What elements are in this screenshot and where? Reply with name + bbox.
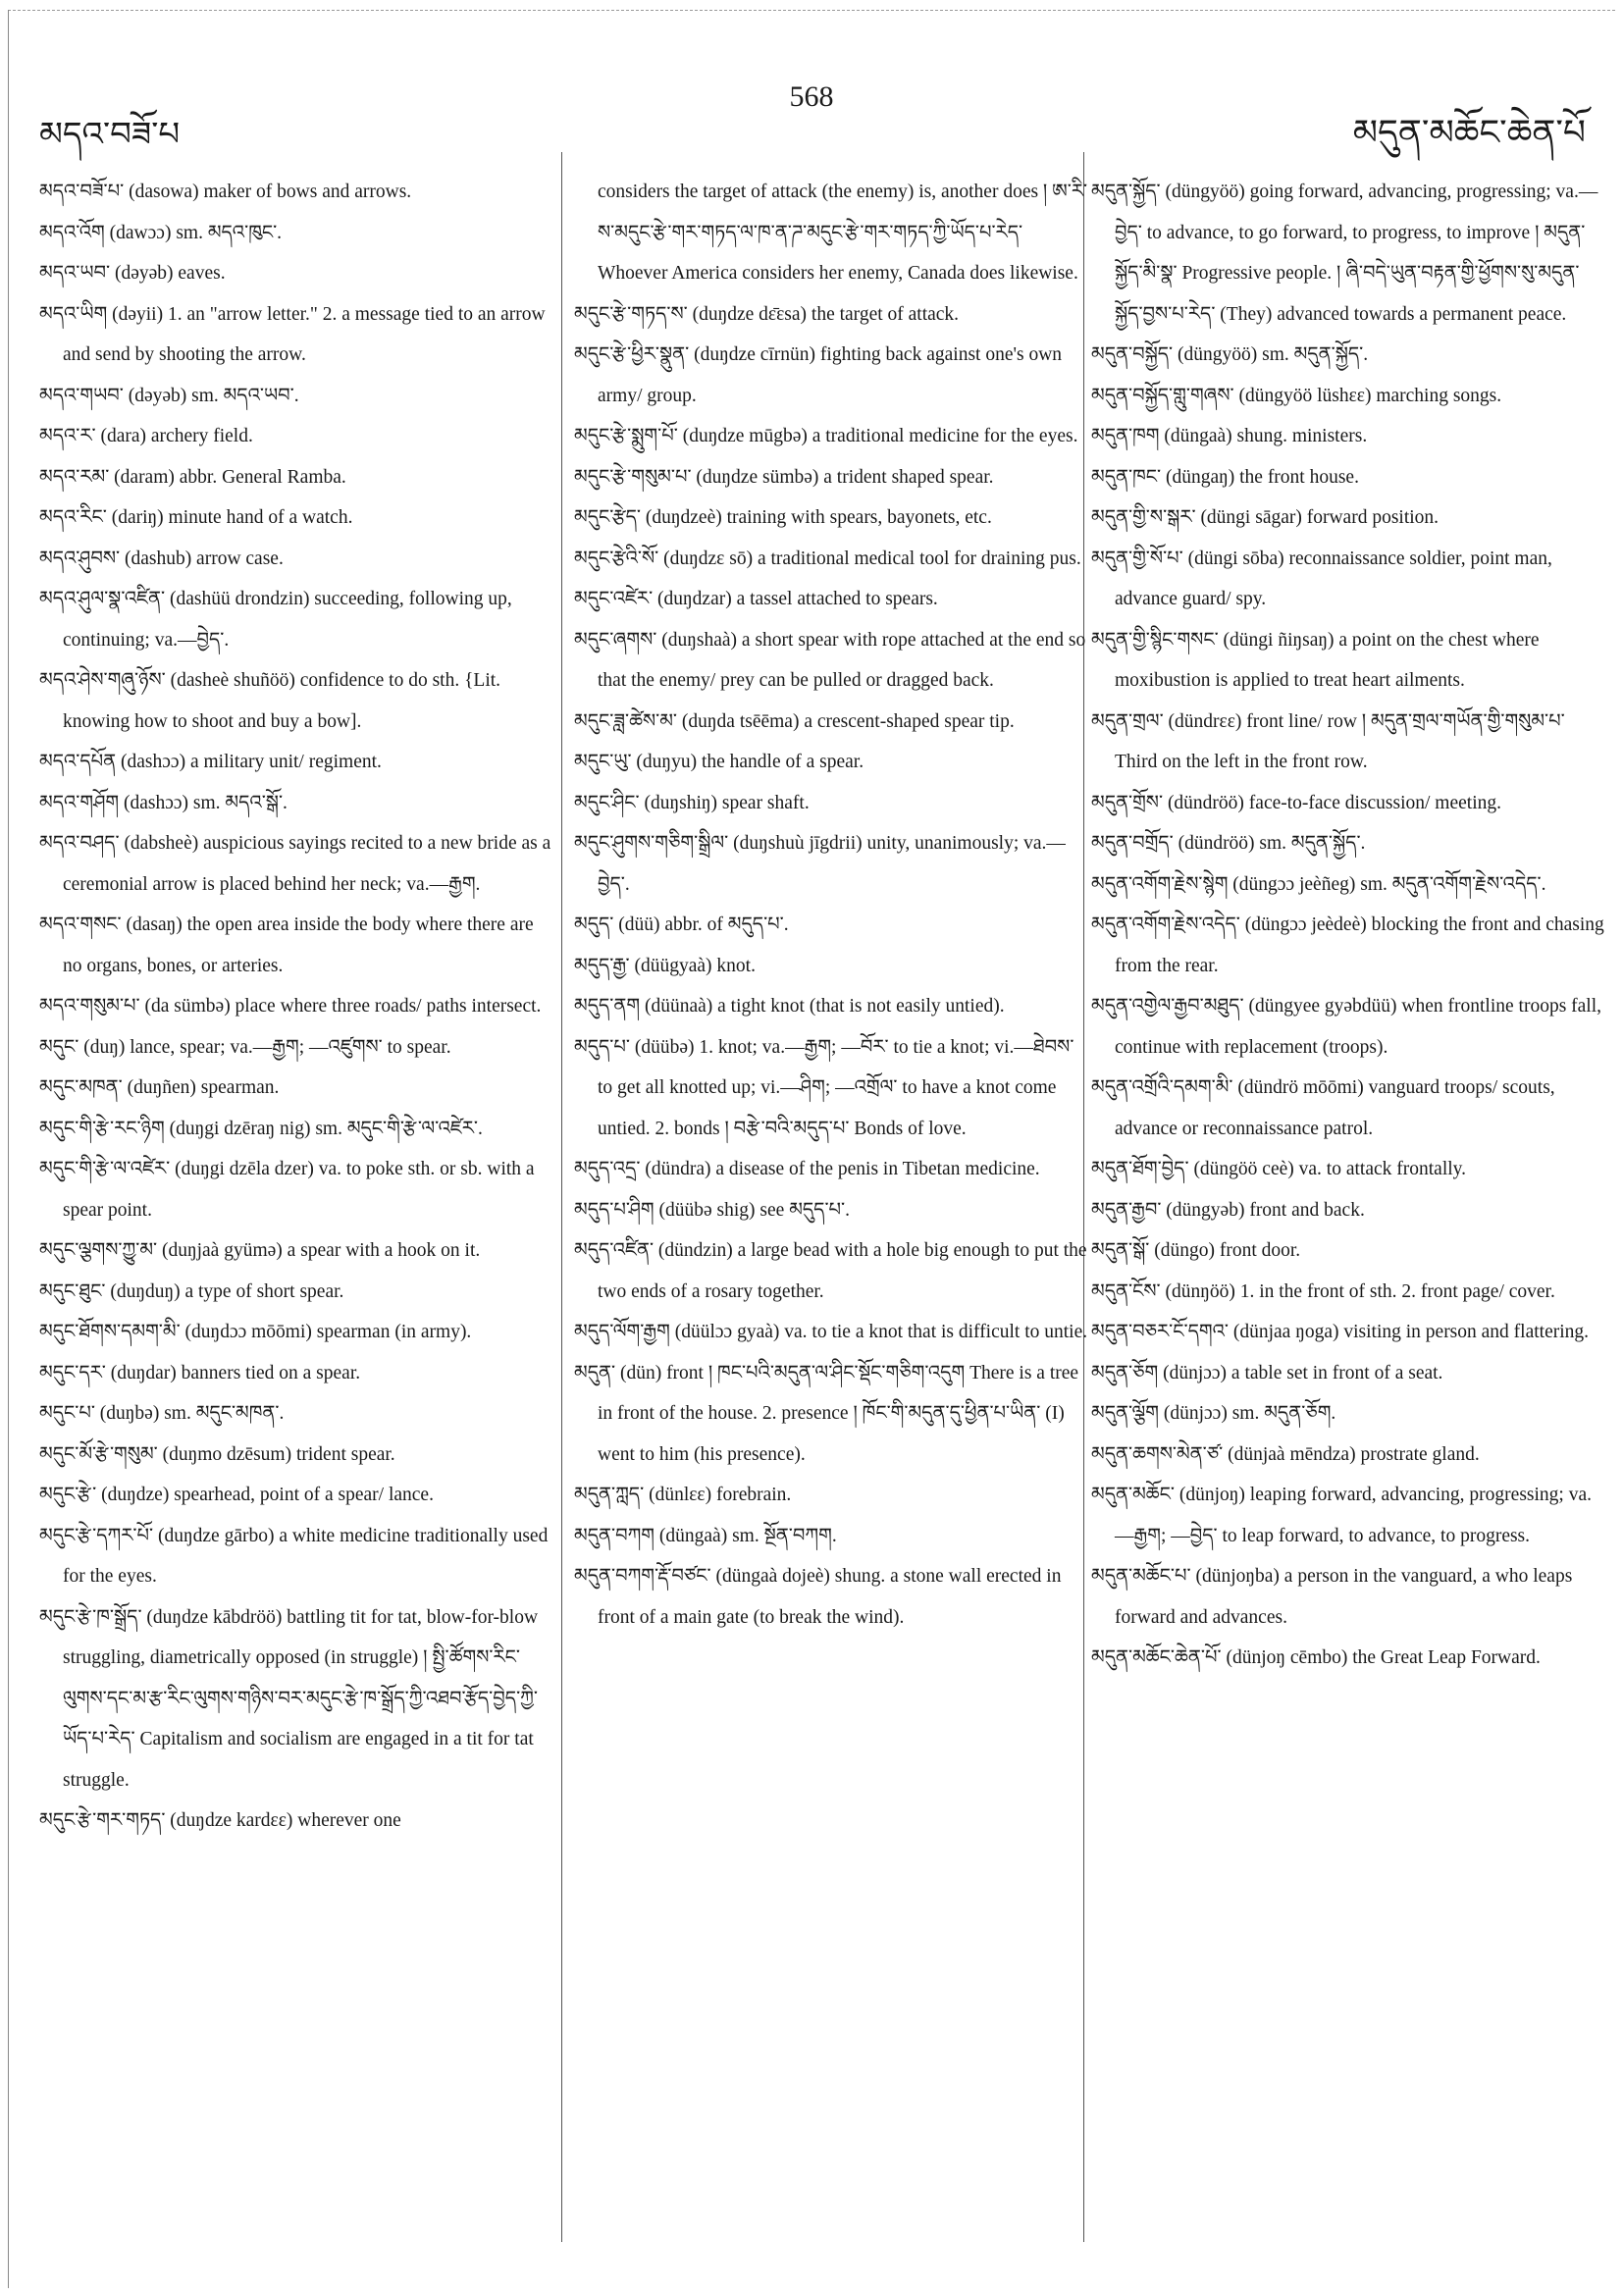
dictionary-entry: མདུང་འཛེར་ (duŋdzar) a tassel attached to spears. — [574, 589, 938, 609]
column-3 — [1091, 172, 1606, 1679]
dictionary-entry: མདུན་ཆགས་མེན་ཙ་ (dünjaà mēndza) prostrate gland. — [1091, 1443, 1480, 1465]
dictionary-entry: མདུང་རྩེ་དཀར་པོ་ (duŋdze gārbo) a white medicine traditionally used for the eyes. — [39, 1525, 549, 1587]
dictionary-entry: མདུང་རྩེ་སྨུག་པོ་ (duŋdze mūgbə) a traditional medicine for the eyes. — [574, 426, 1078, 446]
dictionary-entry: མདུན་འགོག་རྗེས་སྙེག (düngɔɔ jeèñeg) sm. མདུན་འགོག་རྗེས་འདེད་. — [1091, 873, 1546, 895]
dictionary-entry: མདུན་བཀག་རྡོ་བཙང་ (düngaà dojeè) shung. a stone wall erected in front of a main gate (to break the wind). — [574, 1566, 1062, 1628]
dictionary-entry: མདུན་ཐོག་བྱེད་ (düngöö ceè) va. to attack frontally. — [1091, 1159, 1467, 1179]
dictionary-entry: མདུང་དར་ (duŋdar) banners tied on a spear. — [39, 1362, 361, 1383]
dictionary-entry: མདུན་སྐྱོད་ (düngyöö) going forward, advancing, progressing; va.—བྱེད་ to advance, to go forward, to progress, to improve ། མདུན་སྐྱོད་མི་སྣ་ Progressive people. ། ཞི་བདེ་ཡུན་བརྟན་གྱི་ཕྱོགས་སུ་མདུན་སྐྱོད་བྱས་པ་རེད་ (They) advanced towards a permanent peace. — [1091, 182, 1598, 325]
dictionary-entry: མདུད་ (düü) abbr. of མདུད་པ་. — [574, 914, 789, 935]
page-top-border — [8, 10, 1615, 11]
dictionary-entry: མདའ་དཔོན (dashɔɔ) a military unit/ regiment. — [39, 752, 382, 772]
dictionary-entry: མདུན་བཀག (düngaà) sm. སྔོན་བཀག. — [574, 1525, 837, 1546]
dictionary-entry: མདུད་པ་ཤིག (düübə shig) see མདུད་པ་. — [574, 1199, 851, 1221]
dictionary-entry: མདུང་ཞགས་ (duŋshaà) a short spear with rope attached at the end so that the enemy/ prey can be pulled or dragged back. — [574, 629, 1086, 691]
dictionary-entry: མདའ་གསང་ (dasaŋ) the open area inside the body where there are no organs, bones, or arteries. — [39, 914, 534, 976]
dictionary-entry: མདུན་གྱི་སོ་པ་ (düngi sōba) reconnaissance soldier, point man, advance guard/ spy. — [1091, 548, 1552, 609]
dictionary-entry: མདུན་འགྱེལ་རྒྱབ་མཐུད་ (düngyee gyəbdüü) when frontline troops fall, continue with replacement (troops). — [1091, 996, 1602, 1058]
dictionary-entry: མདུན་ (dün) front ། ཁང་པའི་མདུན་ལ་ཤིང་སྡོང་གཅིག་འདུག There is a tree in front of the house. 2. presence ། ཁོང་གི་མདུན་དུ་ཕྱིན་པ་ཡིན་ (I) went to him (his presence). — [574, 1362, 1079, 1465]
dictionary-entry: མདུང་ཐུང་ (duŋduŋ) a type of short spear. — [39, 1280, 344, 1302]
dictionary-entry: མདུང་རྩེ་ (duŋdze) spearhead, point of a spear/ lance. — [39, 1485, 434, 1505]
dictionary-entry: མདུད་འདྲ་ (dündra) a disease of the penis in Tibetan medicine. — [574, 1159, 1040, 1179]
page-left-border — [8, 10, 9, 2288]
dictionary-entry: མདུན་ལྕོག (dünjɔɔ) sm. མདུན་ཅོག. — [1091, 1403, 1336, 1424]
dictionary-entry: མདུན་འགོག་རྗེས་འདེད་ (düngɔɔ jeèdeè) blocking the front and chasing from the rear. — [1091, 914, 1604, 976]
dictionary-entry: མདུད་རྒྱ་ (düügyaà) knot. — [574, 955, 756, 976]
dictionary-entry: མདུན་ཁག (düngaà) shung. ministers. — [1091, 426, 1368, 446]
dictionary-entry: མདུན་བཅར་ངོ་དགའ་ (dünjaa ŋoga) visiting in person and flattering. — [1091, 1322, 1590, 1342]
dictionary-entry: མདུད་ལོག་རྒྱག (düülɔɔ gyaà) va. to tie a knot that is difficult to untie. — [574, 1322, 1088, 1342]
dictionary-entry: མདུན་གྱི་ས་སྒར་ (düngi sāgar) forward position. — [1091, 507, 1440, 528]
dictionary-entry: མདའ་རམ་ (daram) abbr. General Ramba. — [39, 466, 346, 488]
header-guide-word-right: མདུན་མཆོང་ཆེན་པོ — [1352, 113, 1586, 152]
dictionary-entry: མདུང་ཐོགས་དམག་མི་ (duŋdɔɔ mōōmi) spearman (in army). — [39, 1322, 472, 1342]
dictionary-entry: མདུང་རྩེ་གསུམ་པ་ (duŋdze sümbə) a trident shaped spear. — [574, 466, 994, 488]
dictionary-entry: མདའ་རིང་ (dariŋ) minute hand of a watch. — [39, 507, 353, 528]
dictionary-entry: མདུང་ཤུགས་གཅིག་སྒྲིལ་ (duŋshuù jīgdrii) unity, unanimously; va.—བྱེད་. — [574, 833, 1066, 895]
dictionary-entry: མདུང་རྩེ་གཏད་ས་ (duŋdze dɛ̄ɛsa) the target of attack. — [574, 303, 960, 325]
dictionary-entry: མདའ་ཤུལ་སྣ་འཛིན་ (dashüü drondzin) succeeding, following up, continuing; va.—བྱེད་. — [39, 589, 512, 651]
dictionary-entry: མདུན་གྱི་སྙིང་གསང་ (düngi ñiŋsaŋ) a point on the chest where moxibustion is applied to treat heart ailments. — [1091, 629, 1540, 691]
dictionary-entry: མདུང་མཁན་ (duŋñen) spearman. — [39, 1077, 280, 1098]
dictionary-entry: མདུང་ཡུ་ (duŋyu) the handle of a spear. — [574, 752, 864, 772]
dictionary-entry: མདུང་རྩེའི་སོ་ (duŋdzɛ sō) a traditional medical tool for draining pus. — [574, 548, 1081, 569]
column-divider — [561, 152, 562, 2242]
dictionary-entry: མདུན་མཆོང་པ་ (dünjoŋba) a person in the vanguard, a who leaps forward and advances. — [1091, 1566, 1573, 1628]
dictionary-entry: མདུང་རྩེ་ཕྱིར་སྣུན་ (duŋdze cīrnün) fighting back against one's own army/ group. — [574, 344, 1063, 406]
dictionary-entry: མདུང་ཤིང་ (duŋshiŋ) spear shaft. — [574, 792, 810, 813]
dictionary-entry: མདུན་ཁང་ (düngaŋ) the front house. — [1091, 466, 1359, 488]
dictionary-entry: མདུད་ནག (düünaà) a tight knot (that is not easily untied). — [574, 996, 1005, 1017]
dictionary-entry: considers the target of attack (the enemy) is, another does ། ཨ་རི་ས་མདུང་རྩེ་གར་གཏད་ལ་ཁ་ན་ཌ་མདུང་རྩེ་གར་གཏད་ཀྱི་ཡོད་པ་རེད་ Whoever America considers her enemy, Canada does likewise. — [598, 182, 1088, 284]
dictionary-entry: མདུན་གྲོས་ (dündröö) face-to-face discussion/ meeting. — [1091, 792, 1501, 813]
dictionary-entry: མདུན་བསྐྱོད་གླུ་གཞས་ (düngyöö lüshɛɛ) marching songs. — [1091, 385, 1502, 406]
dictionary-entry: མདུང་གི་རྩེ་རང་ཉིག (duŋgi dzēraŋ nig) sm. མདུང་གི་རྩེ་ལ་འཛེར་. — [39, 1118, 483, 1139]
dictionary-entry: མདུང་མོ་རྩེ་གསུམ་ (duŋmo dzēsum) trident spear. — [39, 1443, 395, 1465]
page-number: 568 — [789, 80, 834, 113]
dictionary-entry: མདའ་བཤད་ (dabsheè) auspicious sayings recited to a new bride as a ceremonial arrow is placed behind her neck; va.—རྒྱག. — [39, 833, 551, 895]
dictionary-entry: མདའ་ཤུབས་ (dashub) arrow case. — [39, 548, 284, 569]
dictionary-entry: མདུད་པ་ (düübə) 1. knot; va.—རྒྱག; —བོར་ to tie a knot; vi.—ཐེབས་ to get all knotted up; vi.—ཤིག; —འགྲོལ་ to have a knot come untied. 2. bonds ། བརྩེ་བའི་མདུད་པ་ Bonds of love. — [574, 1036, 1074, 1139]
dictionary-entry: མདུང་པ་ (duŋbə) sm. མདུང་མཁན་. — [39, 1403, 285, 1424]
dictionary-entry: མདུད་འཛིན་ (dündzin) a large bead with a hole big enough to put the two ends of a rosary together. — [574, 1240, 1087, 1302]
dictionary-entry: མདའ་ཡབ་ (dəyəb) eaves. — [39, 263, 226, 284]
dictionary-entry: མདུན་མཆོང་ (dünjoŋ) leaping forward, advancing, progressing; va.—རྒྱག; —བྱེད་ to leap forward, to advance, to progress. — [1091, 1485, 1592, 1546]
column-2 — [574, 172, 1089, 1638]
dictionary-entry: མདུང་ (duŋ) lance, spear; va.—རྒྱག; —འཛུགས་ to spear. — [39, 1036, 451, 1058]
dictionary-entry: མདུན་ཅོག (dünjɔɔ) a table set in front of a seat. — [1091, 1362, 1443, 1383]
dictionary-entry: མདའ་ར་ (dara) archery field. — [39, 426, 253, 446]
header-guide-word-left: མདའ་བཟོ་པ — [39, 117, 181, 153]
dictionary-entry: མདུང་རྩེ་གར་གཏད་ (duŋdze kardɛɛ) wherever one — [39, 1810, 401, 1831]
dictionary-entry: མདུང་ལྕགས་ཀྱུ་མ་ (duŋjaà gyümə) a spear with a hook on it. — [39, 1240, 481, 1261]
dictionary-entry: མདུང་གི་རྩེ་ལ་འཛེར་ (duŋgi dzēla dzer) va. to poke sth. or sb. with a spear point. — [39, 1159, 535, 1221]
dictionary-entry: མདའ་འོག (dawɔɔ) sm. མདའ་ཁུང་. — [39, 222, 283, 243]
dictionary-entry: མདུན་མཆོང་ཆེན་པོ་ (dünjoŋ cēmbo) the Great Leap Forward. — [1091, 1647, 1541, 1668]
dictionary-entry: མདུན་སྒོ་ (düngo) front door. — [1091, 1240, 1301, 1261]
dictionary-entry: མདུན་རྒྱབ་ (düngyəb) front and back. — [1091, 1199, 1365, 1221]
dictionary-entry: མདའ་གསུམ་པ་ (da sümbə) place where three roads/ paths intersect. — [39, 996, 542, 1017]
column-1 — [39, 172, 554, 1842]
dictionary-entry: མདུང་རྩེ་ཁ་སྒྲོད་ (duŋdze kābdröö) battling tit for tat, blow-for-blow struggling, diametrically opposed (in struggle) ། སྤྱི་ཚོགས་རིང་ལུགས་དང་མ་རྩ་རིང་ལུགས་གཉིས་བར་མདུང་རྩེ་ཁ་སྒྲོད་ཀྱི་འཐབ་རྩོད་བྱེད་ཀྱི་ཡོད་པ་རེད་ Capitalism and socialism are engaged in a tit for tat struggle. — [39, 1606, 539, 1791]
dictionary-entry: མདའ་གཡབ་ (dəyəb) sm. མདའ་ཡབ་. — [39, 385, 299, 406]
dictionary-entry: མདའ་བཟོ་པ་ (dasowa) maker of bows and arrows. — [39, 182, 412, 202]
dictionary-entry: མདུན་བསྐྱོད་ (düngyöö) sm. མདུན་སྐྱོད་. — [1091, 344, 1369, 365]
dictionary-entry: མདུན་བགྲོད་ (dündröö) sm. མདུན་སྐྱོད་. — [1091, 833, 1366, 854]
dictionary-entry: མདུན་ངོས་ (dünŋöö) 1. in the front of sth. 2. front page/ cover. — [1091, 1280, 1555, 1302]
dictionary-entry: མདའ་ཡིག (dəyii) 1. an "arrow letter." 2. a message tied to an arrow and send by shooting the arrow. — [39, 303, 546, 365]
dictionary-entry: མདའ་གཤོག (dashɔɔ) sm. མདའ་སྒོ་. — [39, 792, 288, 813]
dictionary-entry: མདུན་གྲལ་ (dündrɛɛ) front line/ row ། མདུན་གྲལ་གཡོན་གྱི་གསུམ་པ་ Third on the left in the front row. — [1091, 710, 1565, 772]
dictionary-entry: མདུན་ཀླད་ (dünlɛɛ) forebrain. — [574, 1485, 792, 1505]
dictionary-entry: མདའ་ཤེས་གཞུ་ཉོས་ (dasheè shuñöö) confidence to do sth. {Lit. knowing how to shoot and buy a bow]. — [39, 670, 501, 732]
dictionary-entry: མདུན་འགྲོའི་དམག་མི་ (dündrö mōōmi) vanguard troops/ scouts, advance or reconnaissance patrol. — [1091, 1077, 1555, 1139]
dictionary-entry: མདུང་ཟླ་ཚེས་མ་ (duŋda tsēēma) a crescent-shaped spear tip. — [574, 710, 1015, 732]
dictionary-entry: མདུང་རྩེད་ (duŋdzeè) training with spears, bayonets, etc. — [574, 507, 992, 528]
